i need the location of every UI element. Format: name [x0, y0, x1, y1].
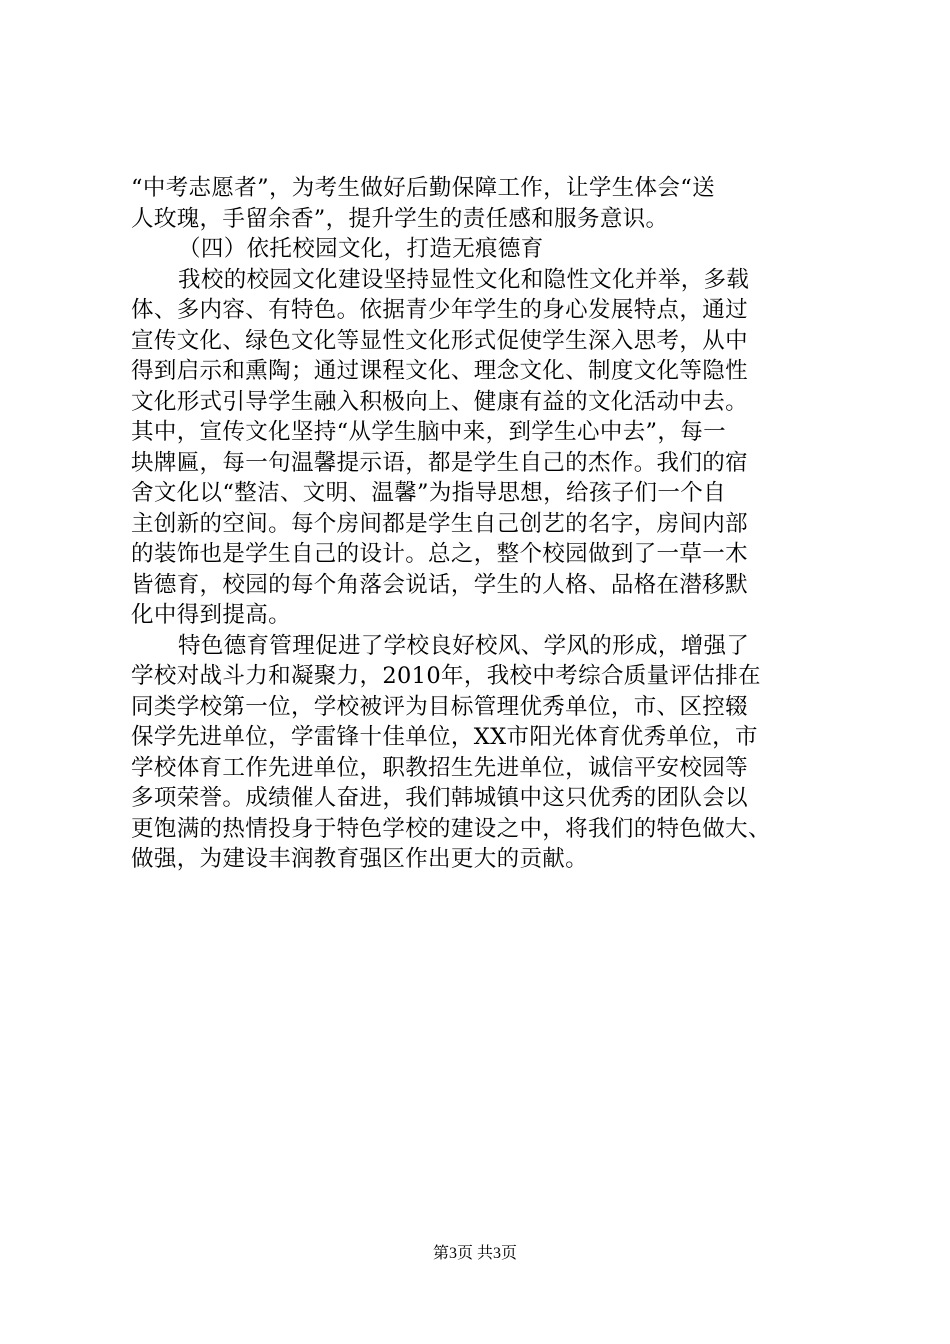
text-line: 体、多内容、有特色。依据青少年学生的身心发展特点，通过: [131, 297, 748, 323]
text-line: 化中得到提高。: [131, 602, 291, 628]
text-line: 我校的校园文化建设坚持显性文化和隐性文化并举，多载: [178, 266, 750, 293]
text-line: 更饱满的热情投身于特色学校的建设之中，将我们的特色做大、: [131, 815, 771, 842]
text-line: 文化形式引导学生融入积极向上、健康有益的文化活动中去。: [131, 388, 748, 415]
text-line: 块牌匾，每一句温馨提示语，都是学生自己的杰作。我们的宿: [131, 449, 748, 476]
text-line: 人玫瑰，手留余香”，提升学生的责任感和服务意识。: [131, 205, 669, 232]
text-line: 学校体育工作先进单位，职教招生先进单位，诚信平安校园等: [131, 754, 748, 781]
text-line: “中考志愿者”，为考生做好后勤保障工作，让学生体会“送: [131, 175, 715, 201]
text-line: 宣传文化、绿色文化等显性文化形式促使学生深入思考，从中: [131, 327, 748, 354]
page-footer: [0, 1243, 950, 1265]
text-line: 得到启示和熏陶；通过课程文化、理念文化、制度文化等隐性: [131, 358, 748, 384]
text-line: 特色德育管理促进了学校良好校风、学风的形成，增强了: [178, 632, 750, 659]
text-line: 主创新的空间。每个房间都是学生自己创艺的名字，房间内部: [131, 510, 748, 537]
text-line: 皆德育，校园的每个角落会说话，学生的人格、品格在潜移默: [131, 571, 748, 598]
page-number: 第3页: [432, 1245, 473, 1262]
text-line: 同类学校第一位，学校被评为目标管理优秀单位，市、区控辍: [131, 693, 748, 720]
text-line: 舍文化以“整洁、文明、温馨”为指导思想，给孩子们一个自: [131, 480, 726, 506]
text-line: 学校对战斗力和凝聚力，2010年，我校中考综合质量评估排在: [131, 663, 761, 689]
page-total: 共3页: [477, 1245, 518, 1262]
text-line: 保学先进单位，学雷锋十佳单位，XX市阳光体育优秀单位，市: [131, 724, 758, 750]
text-line: 做强，为建设丰润教育强区作出更大的贡献。: [131, 846, 589, 872]
document-body: [131, 173, 843, 875]
text-line: 其中，宣传文化坚持“从学生脑中来，到学生心中去”，每一: [131, 419, 726, 445]
text-line: 多项荣誉。成绩催人奋进，我们韩城镇中这只优秀的团队会以: [131, 785, 748, 811]
text-line: 的装饰也是学生自己的设计。总之，整个校园做到了一草一木: [131, 541, 748, 567]
section-heading: （四）依托校园文化，打造无痕德育: [178, 236, 544, 262]
